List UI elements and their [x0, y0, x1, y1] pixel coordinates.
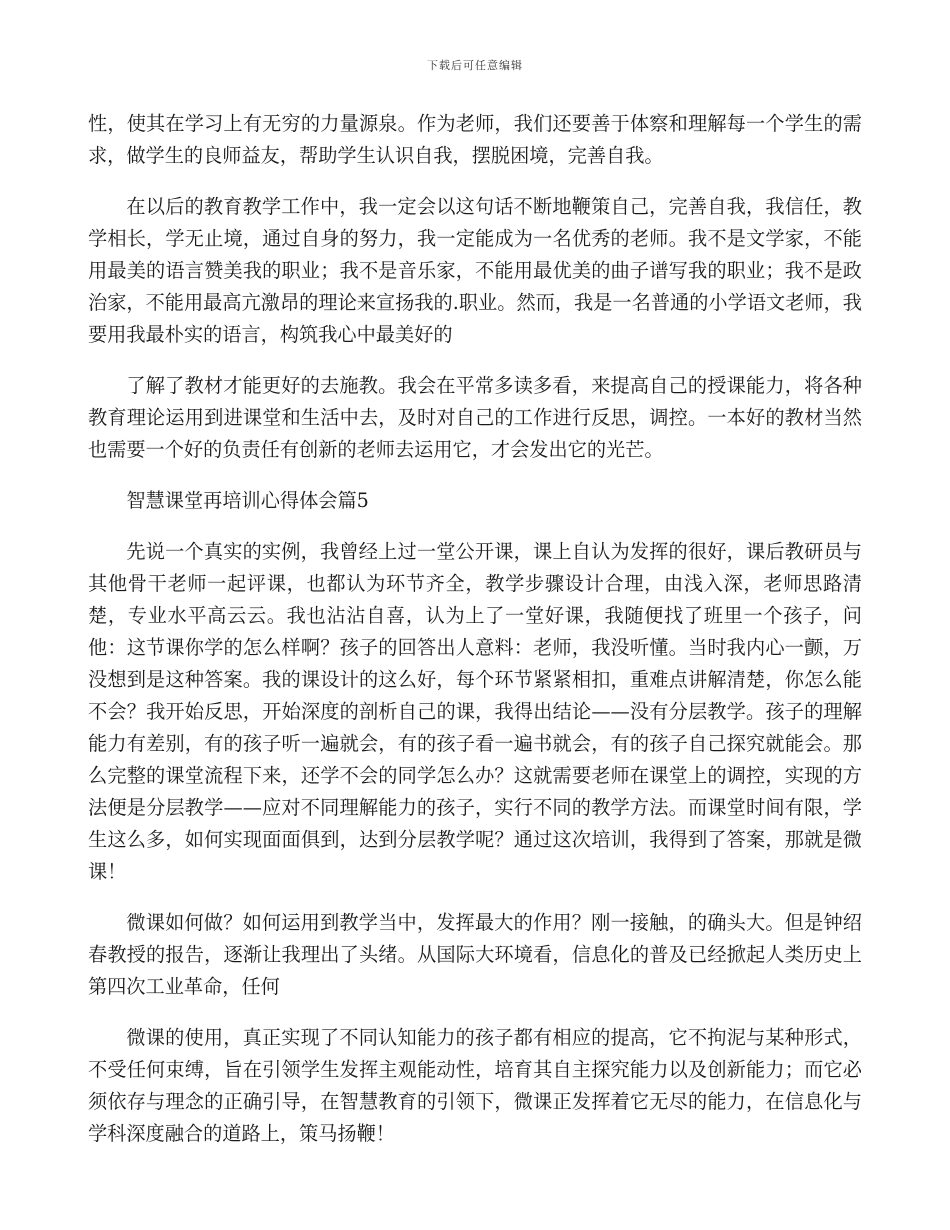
paragraph-continued: 性，使其在学习上有无穷的力量源泉。作为老师，我们还要善于体察和理解每一个学生的需求，做学生的良师益友，帮助学生认识自我，摆脱困境，完善自我。 — [88, 112, 862, 167]
paragraph: 在以后的教育教学工作中，我一定会以这句话不断地鞭策自己，完善自我，我信任，教学相长，学无止境，通过自身的努力，我一定能成为一名优秀的老师。我不是文学家，不能用最美的语言赞美我的职业；我不是音乐家，不能用最优美的曲子谱写我的职业；我不是政治家，不能用最高亢激昂的理论来宣扬我的.职业。然而，我是一名普通的小学语文老师，我要用我最朴实的语言，构筑我心中最美好的 — [88, 195, 862, 346]
paragraph: 了解了教材才能更好的去施教。我会在平常多读多看，来提高自己的授课能力，将各种教育理论运用到进课堂和生活中去，及时对自己的工作进行反思，调控。一本好的教材当然也需要一个好的负责任有创新的老师去运用它，才会发出它的光芒。 — [88, 374, 862, 461]
paragraph: 微课如何做？如何运用到教学当中，发挥最大的作用？刚一接触，的确头大。但是钟绍春教授的报告，逐渐让我理出了头绪。从国际大环境看，信息化的普及已经掀起人类历史上第四次工业革命，任何 — [88, 911, 862, 998]
page-header-note: 下载后可任意编辑 — [427, 59, 523, 72]
document-body — [88, 108, 862, 1169]
paragraph: 微课的使用，真正实现了不同认知能力的孩子都有相应的提高，它不拘泥与某种形式，不受任何束缚，旨在引领学生发挥主观能动性，培育其自主探究能力以及创新能力；而它必须依存与理念的正确引导，在智慧教育的引领下，微课正发挥着它无尽的能力，在信息化与学科深度融合的道路上，策马扬鞭！ — [88, 1026, 862, 1145]
section-heading: 智慧课堂再培训心得体会篇5 — [126, 489, 369, 512]
paragraph: 先说一个真实的实例，我曾经上过一堂公开课，课上自认为发挥的很好，课后教研员与其他骨干老师一起评课，也都认为环节齐全，教学步骤设计合理，由浅入深，老师思路清楚，专业水平高云云。我也沾沾自喜，认为上了一堂好课，我随便找了班里一个孩子，问他：这节课你学的怎么样啊？孩子的回答出人意料：老师，我没听懂。当时我内心一颤，万没想到是这种答案。我的课设计的这么好，每个环节紧紧相扣，重难点讲解清楚，你怎么能不会？我开始反思，开始深度的剖析自己的课，我得出结论——没有分层教学。孩子的理解能力有差别，有的孩子听一遍就会，有的孩子看一遍书就会，有的孩子自己探究就能会。那么完整的课堂流程下来，还学不会的同学怎么办？这就需要老师在课堂上的调控，实现的方法便是分层教学——应对不同理解能力的孩子，实行不同的教学方法。而课堂时间有限，学生这么多，如何实现面面俱到，达到分层教学呢？通过这次培训，我得到了答案，那就是微课！ — [88, 540, 862, 883]
